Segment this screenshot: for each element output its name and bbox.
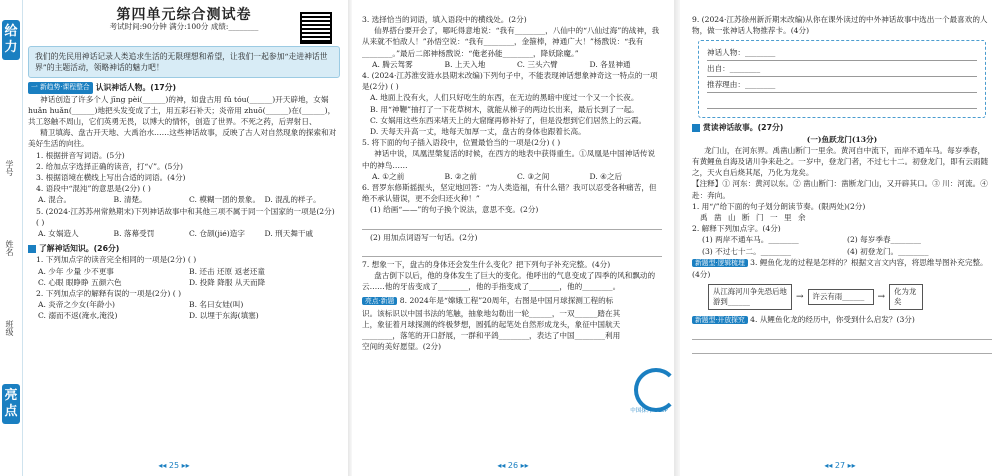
highlight-tag: 亮点·新题	[362, 297, 397, 305]
page-number: ◂◂ 27 ▸▸	[824, 461, 856, 470]
page-title: 第四单元综合测试卷	[116, 7, 252, 23]
passage: 盘古倒下以后，他的身体发生了巨大的变化。他呼出的气息变成了四季的风和飘动的云……他的牙齿变成了________，他的手指变成了________，他的________。	[362, 271, 656, 292]
question: 6. 晋罗东修斯摇振头，坚定地回答：“为人类造福，有什么错？我可以忍受各种痛苦，但绝不承认错误，更不会归还火种！”	[362, 183, 657, 204]
question: 3. 选择恰当的词语，填入语段中的横线处。(2分)	[362, 15, 527, 24]
sub-question: (1) 给画“——”的句子换个说法，意思不变。(2分)	[370, 205, 539, 215]
arrow-right-icon: →	[877, 291, 886, 302]
option[interactable]: B. ②之前	[444, 171, 477, 181]
option[interactable]: A. 地面上没有火，人们只好吃生的东西，在无边的黑暗中度过一个又一个长夜。	[370, 93, 639, 103]
mind-map-node[interactable]: 从江海河川争先恐后地游到______	[708, 284, 792, 310]
question	[362, 295, 624, 352]
item[interactable]: (2) 每岁季春________	[847, 235, 921, 245]
option[interactable]: B. 落幕受罚	[113, 229, 155, 239]
option[interactable]: C. 溺而不返(淹水,淹没)	[38, 311, 118, 321]
arrow-right-icon: →	[796, 291, 804, 302]
answer-line[interactable]	[692, 328, 992, 340]
page-number-value: 27	[834, 461, 846, 470]
answer-line[interactable]	[692, 342, 992, 354]
options	[362, 171, 662, 182]
options	[362, 59, 662, 70]
mind-map	[708, 284, 992, 310]
question: 4. (2024·江苏淮安涟水县期末改编)下列句子中，不能表现神话想象神奇这一特点的一项是(2分) ( )	[362, 71, 658, 92]
options	[28, 194, 340, 205]
side-tag-bottom: 亮点	[2, 384, 20, 424]
passage: 神话中说，凤凰涅槃复活的时候，在西方的地表中获得重生。①凤凰是中国神话传说中的神鸟……	[362, 149, 656, 170]
section-3-heading	[692, 122, 992, 133]
option[interactable]: D. 各显神通	[589, 59, 631, 69]
section-tag: 一 新趋势·课程整合	[28, 82, 93, 93]
passage: 仙界搭台要开会了，哪吒得意地说：“我有________，八仙中的“八仙过海”的战神，我从来就不怕敌人！”孙悟空说：“我有________，金箍棒，神通广大！”杨戬说：“我有________。”最后二郎神杨戬说：“俺老孙能________，降妖除魔。”	[362, 26, 660, 58]
mind-map-node: 化为龙矣	[889, 284, 923, 310]
option[interactable]: A. ①之前	[372, 171, 405, 181]
option[interactable]: D. 天每天升高一丈，地每天加厚一丈，盘古的身体也跟着长高。	[370, 127, 586, 137]
class-label: 班级	[5, 320, 14, 336]
recommendation-card	[698, 40, 986, 118]
student-id-label: 学号	[5, 160, 14, 176]
option[interactable]: A. 腾云驾雾	[372, 59, 413, 69]
options	[28, 228, 340, 239]
notes: 【注释】① 河东：黄河以东。② 凿山断门：凿断龙门山，又开辟其口。③ 川：河流。④ 赴：奔向。	[692, 179, 988, 200]
question	[692, 314, 992, 326]
card-line[interactable]: 出自：________	[707, 63, 977, 77]
card-line[interactable]	[707, 95, 977, 109]
option[interactable]: C. 模糊一团的景象。	[189, 195, 261, 205]
logo-caption: 中国探月 CLEP	[630, 408, 668, 414]
new-type-tag: 新题型·逻辑梳理	[692, 259, 748, 267]
options	[28, 266, 340, 288]
question: 3. 根据语境在横线上写出合适的词语。(4分)	[36, 173, 186, 183]
page-26-content	[362, 14, 662, 352]
option[interactable]: D. ④之后	[589, 171, 623, 181]
option[interactable]: A. 炎帝之少女(年龄小)	[38, 300, 115, 310]
item[interactable]: (1) 两岸不通车马。________	[702, 235, 799, 245]
option[interactable]: B. 清楚。	[113, 195, 147, 205]
option[interactable]: A. 少年 少量 少不更事	[38, 266, 114, 276]
page-27-content	[692, 14, 992, 356]
sub-question: (2) 用加点词语写一句话。(2分)	[370, 232, 478, 242]
page-25	[0, 0, 348, 476]
exam-meta: 考试时间:90分钟 满分:100分 成绩:________	[109, 22, 259, 32]
question-8-text: 8. 2024年是“嫦娥工程”20周年，右图是中国月球探测工程的标识。该标识以中国书法的笔触，抽象地勾勒出一轮______，一双______踏在其上，象征着月球探测的终极梦想，圆弧的起笔处自然形成龙头，象征中国航天________，落笔的开口舒展，一群和平鸽________，表达了中国________利用空间的美好愿望。(2分)	[362, 296, 621, 352]
phrase: 禹 凿 山 断 门 一 里 余	[700, 213, 808, 223]
question	[692, 257, 992, 280]
option[interactable]: C. 仓颉(jié)造字	[189, 229, 245, 239]
question: 2. 下列加点字的解释有误的一项是(2分) ( )	[36, 289, 182, 299]
option[interactable]: D. 以埋于东海(填塞)	[189, 311, 259, 321]
name-label: 姓名	[5, 240, 14, 256]
page-27	[680, 0, 1000, 476]
option[interactable]: A. 女娲造人	[38, 229, 79, 239]
option[interactable]: C. 女娲用这些东西来堵天上的大窟窿再修补好了，但是没想到它们居然上的云霞。	[370, 115, 647, 125]
section-square-icon	[28, 245, 36, 253]
card-line[interactable]: 推荐理由：________	[707, 79, 977, 93]
side-tag-top: 给力	[2, 20, 20, 60]
story-text: 龙门山，在河东界。禹凿山断门一里余。黄河自中流下，而岸不通车马。每岁季春，有黄鲤鱼自海及诸川争来赴之。一岁中，登龙门者，不过七十二。初登龙门，即有云雨随之，天火自后烧其尾，乃化为龙矣。	[692, 145, 989, 178]
question: 2. 给加点字选择正确的读音，打“√”。(5分)	[36, 161, 183, 171]
option[interactable]: B. 名曰女娃(叫)	[189, 300, 244, 310]
section-title: 赏读神话故事。(27分)	[703, 123, 784, 133]
new-type-tag: 新题型·开放探究	[692, 316, 748, 324]
option[interactable]: B. 上天入地	[444, 59, 486, 69]
question: 1. 下列加点字的读音完全相同的一项是(2分) ( )	[36, 255, 197, 265]
item[interactable]: (4) 初登龙门。________	[847, 246, 929, 256]
mind-map-node[interactable]: 许云有雨______	[808, 289, 874, 305]
options	[28, 299, 340, 321]
passage: 神话创造了许多个人 jīng pèi(______)的神，如盘古用 fǔ tóu(______)开天辟地，女娲 huǎn huǎn(______)地把头发变成了土，用五彩石补天；炎帝用 zhuō(______)在(______)，共工怒触不周山，它们英勇无畏，以博大的情怀，创造了世界。不死之药，后羿射日、	[28, 94, 336, 127]
question: 9. (2024·江苏徐州新沂期末改编)从你在课外读过的中外神话故事中选出一个最喜欢的人物，做一张神话人物推荐卡。(4分)	[692, 15, 988, 36]
question: 5. (2024·江苏苏州常熟期末)下列神话故事中和其他三项不属于同一个国家的一项是(2分) ( )	[36, 206, 335, 227]
option[interactable]: B. 还击 还原 返老还童	[189, 266, 265, 276]
option[interactable]: D. 刑天舞干戚	[264, 229, 314, 239]
question: 4. 语段中“混沌”的意思是(2分) ( )	[36, 184, 151, 194]
section-1-heading	[28, 82, 340, 93]
option[interactable]: A. 混合。	[38, 195, 72, 205]
page-25-content	[28, 7, 340, 322]
page-number-value: 25	[168, 461, 180, 470]
page-number: ◂◂ 26 ▸▸	[497, 461, 529, 470]
question: 7. 想象一下，盘古的身体还会发生什么变化？把下列句子补充完整。(4分)	[362, 259, 611, 269]
option[interactable]: C. ③之间	[517, 171, 550, 181]
section-title: 认识神话人物。(17分)	[95, 83, 177, 93]
answer-line[interactable]	[362, 218, 662, 230]
section-2-heading	[28, 243, 340, 254]
option[interactable]: C. 三头六臂	[517, 59, 558, 69]
intro-banner: 我们的先民用神话记录人类追求生活的无限理想和希望，让我们一起参加“走进神话世界”的主题活动，领略神话的魅力吧！	[28, 46, 340, 78]
question: 1. 用“/”给下面的句子划分朗读节奏。(限两处)(2分)	[692, 201, 866, 211]
page-26	[352, 0, 674, 476]
option[interactable]: B. 用“神鞭”抽打了一下花草树木，就能从梯子的两边长出来，最后长到了一起。	[370, 104, 639, 114]
story-title: (一)鱼跃龙门(13分)	[806, 134, 878, 144]
section-title: 了解神话知识。(26分)	[39, 244, 120, 254]
question-3-text: 3. 鲤鱼化龙的过程是怎样的？根据文言文内容，将思维导图补充完整。(4分)	[692, 257, 988, 280]
question: 2. 解释下列加点字。(4分)	[692, 224, 781, 234]
answer-line[interactable]	[362, 245, 662, 257]
item[interactable]: (3) 不过七十二。________	[702, 246, 792, 256]
passage-cont: 精卫填海、盘古开天地、大禹治水……这些神话故事，反映了古人对自然现象的探索和对美好生活的向往。	[28, 128, 337, 149]
page-number: ◂◂ 25 ▸▸	[158, 461, 190, 470]
option[interactable]: C. 心眼 眼睁睁 五颜六色	[38, 277, 122, 287]
section-square-icon	[692, 124, 700, 132]
page-number-value: 26	[507, 461, 519, 470]
card-line[interactable]: 神话人物：________	[707, 47, 977, 61]
question: 5. 将下面的句子插入语段中，位置最恰当的一项是(2分) ( )	[362, 138, 561, 148]
option[interactable]: D. 混乱的样子。	[264, 195, 321, 205]
question: 1. 根据拼音写词语。(5分)	[36, 150, 125, 160]
question-4-text: 4. 从鲤鱼化龙的经历中，你受到什么启发？(3分)	[750, 315, 915, 325]
options	[692, 234, 992, 256]
side-strip	[0, 0, 23, 476]
option[interactable]: D. 投降 降服 从天而降	[189, 277, 266, 287]
